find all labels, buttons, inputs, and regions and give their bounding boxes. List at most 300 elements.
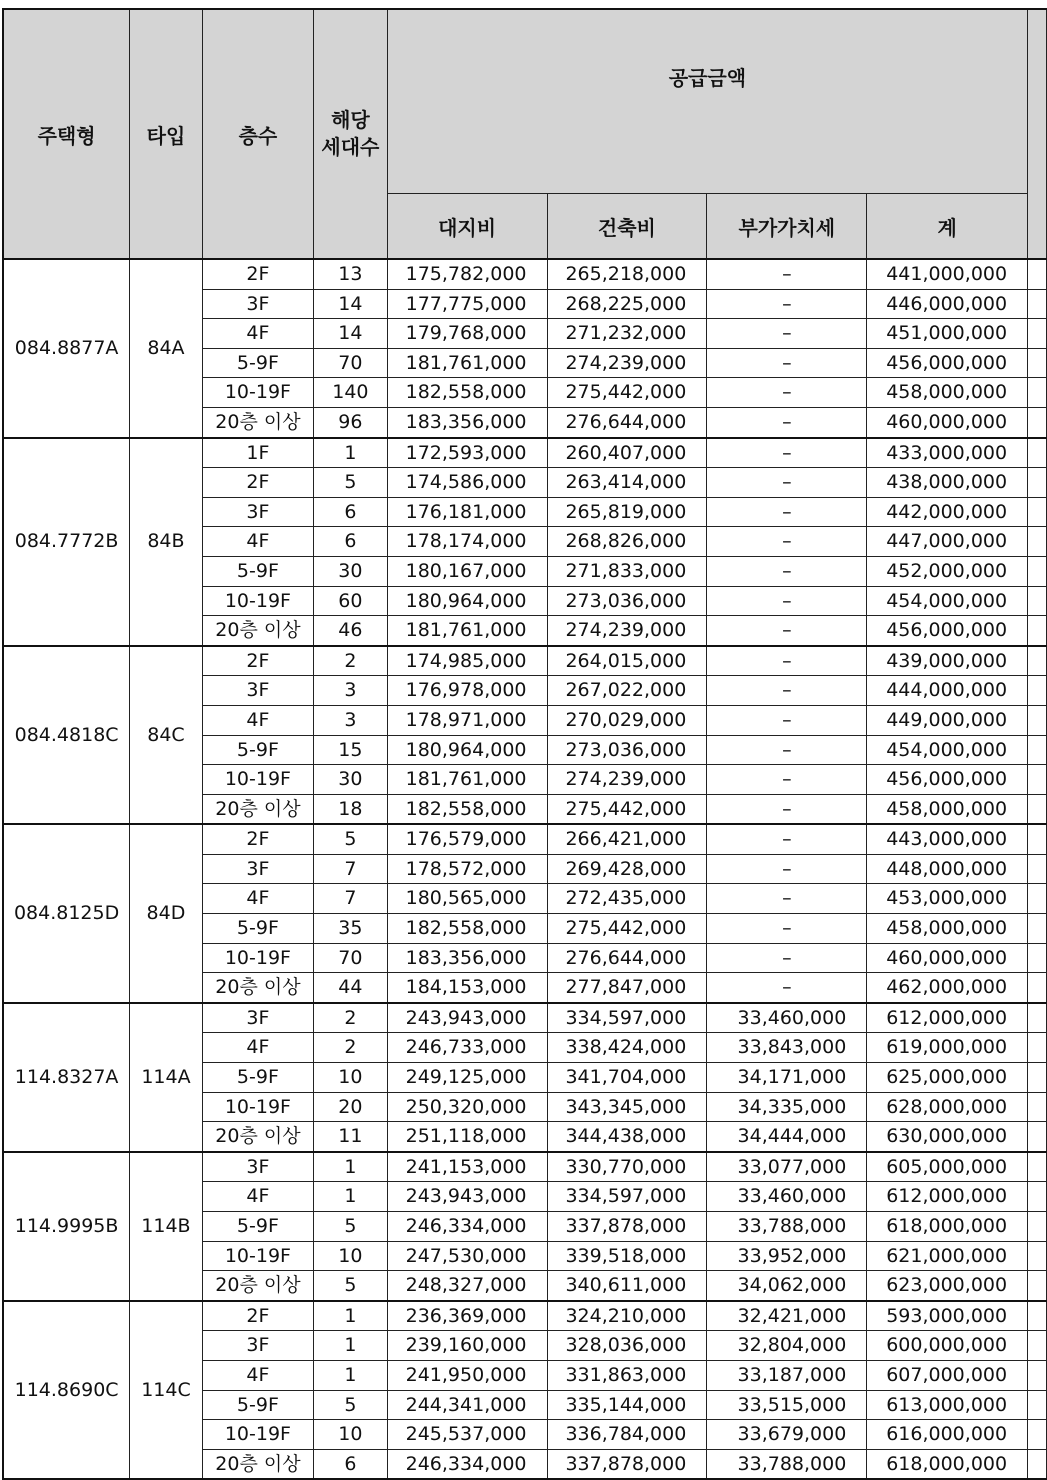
building-cost-cell: 269,428,000 [547,854,707,884]
land-cost-cell: 174,985,000 [387,646,547,676]
households-cell: 3 [314,705,388,735]
table-row [3,259,1047,289]
floor-cell: 10-19F [202,586,313,616]
floor-cell: 5-9F [202,1390,313,1420]
building-cost-cell: 343,345,000 [547,1092,707,1122]
building-cost-cell: 274,239,000 [547,616,707,646]
vat-cell: – [707,319,867,349]
building-cost-cell: 328,036,000 [547,1331,707,1361]
households-cell: 1 [314,1360,388,1390]
vat-cell: – [707,556,867,586]
land-cost-cell: 176,978,000 [387,676,547,706]
floor-cell: 4F [202,527,313,557]
households-cell: 20 [314,1092,388,1122]
table-row [3,1152,1047,1182]
vat-cell: 33,515,000 [707,1390,867,1420]
floor-cell: 4F [202,1033,313,1063]
total-cell: 439,000,000 [867,646,1028,676]
households-cell: 70 [314,348,388,378]
total-cell: 593,000,000 [867,1301,1028,1331]
total-cell: 441,000,000 [867,259,1028,289]
land-cost-cell: 248,327,000 [387,1271,547,1301]
total-cell: 612,000,000 [867,1182,1028,1212]
total-cell: 625,000,000 [867,1063,1028,1093]
total-cell: 446,000,000 [867,289,1028,319]
households-cell: 30 [314,765,388,795]
vat-cell: – [707,289,867,319]
table-row [3,646,1047,676]
vat-cell: – [707,438,867,468]
land-cost-cell: 178,572,000 [387,854,547,884]
vat-cell: 33,788,000 [707,1212,867,1242]
vat-cell: 33,679,000 [707,1420,867,1450]
floor-cell: 3F [202,854,313,884]
cutoff-cell [1028,1271,1047,1301]
cutoff-cell [1028,1212,1047,1242]
land-cost-cell: 178,971,000 [387,705,547,735]
cutoff-cell [1028,527,1047,557]
header-total: 계 [867,194,1028,260]
building-cost-cell: 275,442,000 [547,914,707,944]
land-cost-cell: 182,558,000 [387,914,547,944]
table-row [3,438,1047,468]
total-cell: 449,000,000 [867,705,1028,735]
type-cell: 84D [130,824,203,1003]
floor-cell: 10-19F [202,765,313,795]
building-cost-cell: 266,421,000 [547,824,707,854]
floor-cell: 20층 이상 [202,407,313,437]
housing-type-cell: 084.8877A [3,259,130,438]
vat-cell: 33,952,000 [707,1241,867,1271]
vat-cell: 33,460,000 [707,1182,867,1212]
land-cost-cell: 244,341,000 [387,1390,547,1420]
households-cell: 3 [314,676,388,706]
total-cell: 458,000,000 [867,378,1028,408]
vat-cell: – [707,676,867,706]
land-cost-cell: 249,125,000 [387,1063,547,1093]
header-cutoff-column [1028,9,1047,259]
floor-cell: 20층 이상 [202,794,313,824]
land-cost-cell: 247,530,000 [387,1241,547,1271]
floor-cell: 3F [202,497,313,527]
households-cell: 2 [314,1003,388,1033]
total-cell: 612,000,000 [867,1003,1028,1033]
building-cost-cell: 339,518,000 [547,1241,707,1271]
floor-cell: 20층 이상 [202,1271,313,1301]
building-cost-cell: 324,210,000 [547,1301,707,1331]
total-cell: 454,000,000 [867,586,1028,616]
land-cost-cell: 181,761,000 [387,765,547,795]
header-building-cost: 건축비 [547,194,707,260]
households-cell: 1 [314,1182,388,1212]
cutoff-cell [1028,1241,1047,1271]
households-cell: 14 [314,289,388,319]
total-cell: 460,000,000 [867,407,1028,437]
vat-cell: – [707,527,867,557]
building-cost-cell: 275,442,000 [547,794,707,824]
floor-cell: 4F [202,1360,313,1390]
building-cost-cell: 277,847,000 [547,973,707,1003]
type-cell: 114B [130,1152,203,1301]
vat-cell: – [707,646,867,676]
housing-type-cell: 084.7772B [3,438,130,646]
building-cost-cell: 336,784,000 [547,1420,707,1450]
building-cost-cell: 334,597,000 [547,1003,707,1033]
land-cost-cell: 246,334,000 [387,1449,547,1479]
floor-cell: 10-19F [202,378,313,408]
land-cost-cell: 236,369,000 [387,1301,547,1331]
building-cost-cell: 265,218,000 [547,259,707,289]
cutoff-cell [1028,676,1047,706]
vat-cell: 32,804,000 [707,1331,867,1361]
floor-cell: 2F [202,1301,313,1331]
table-row [3,824,1047,854]
building-cost-cell: 268,225,000 [547,289,707,319]
land-cost-cell: 241,153,000 [387,1152,547,1182]
header-land-cost: 대지비 [387,194,547,260]
cutoff-cell [1028,259,1047,289]
floor-cell: 5-9F [202,735,313,765]
land-cost-cell: 181,761,000 [387,348,547,378]
building-cost-cell: 273,036,000 [547,735,707,765]
households-cell: 10 [314,1241,388,1271]
households-cell: 5 [314,1271,388,1301]
cutoff-cell [1028,973,1047,1003]
total-cell: 456,000,000 [867,348,1028,378]
households-cell: 1 [314,1331,388,1361]
building-cost-cell: 265,819,000 [547,497,707,527]
cutoff-cell [1028,705,1047,735]
total-cell: 618,000,000 [867,1449,1028,1479]
households-cell: 15 [314,735,388,765]
land-cost-cell: 175,782,000 [387,259,547,289]
vat-cell: – [707,854,867,884]
total-cell: 462,000,000 [867,973,1028,1003]
land-cost-cell: 180,964,000 [387,735,547,765]
vat-cell: 33,460,000 [707,1003,867,1033]
vat-cell: – [707,765,867,795]
floor-cell: 2F [202,259,313,289]
total-cell: 616,000,000 [867,1420,1028,1450]
land-cost-cell: 174,586,000 [387,468,547,498]
vat-cell: 33,077,000 [707,1152,867,1182]
total-cell: 613,000,000 [867,1390,1028,1420]
building-cost-cell: 334,597,000 [547,1182,707,1212]
households-cell: 14 [314,319,388,349]
building-cost-cell: 341,704,000 [547,1063,707,1093]
cutoff-cell [1028,646,1047,676]
building-cost-cell: 337,878,000 [547,1449,707,1479]
households-cell: 11 [314,1122,388,1152]
cutoff-cell [1028,854,1047,884]
households-cell: 5 [314,468,388,498]
households-cell: 60 [314,586,388,616]
floor-cell: 2F [202,646,313,676]
cutoff-cell [1028,289,1047,319]
households-cell: 35 [314,914,388,944]
households-cell: 140 [314,378,388,408]
type-cell: 114C [130,1301,203,1480]
land-cost-cell: 239,160,000 [387,1331,547,1361]
floor-cell: 4F [202,884,313,914]
housing-type-cell: 114.8327A [3,1003,130,1152]
floor-cell: 5-9F [202,1063,313,1093]
building-cost-cell: 335,144,000 [547,1390,707,1420]
floor-cell: 5-9F [202,348,313,378]
floor-cell: 10-19F [202,1241,313,1271]
cutoff-cell [1028,556,1047,586]
land-cost-cell: 245,537,000 [387,1420,547,1450]
households-cell: 5 [314,1212,388,1242]
land-cost-cell: 183,356,000 [387,943,547,973]
total-cell: 458,000,000 [867,794,1028,824]
households-cell: 6 [314,527,388,557]
cutoff-cell [1028,1092,1047,1122]
building-cost-cell: 271,232,000 [547,319,707,349]
cutoff-cell [1028,765,1047,795]
land-cost-cell: 177,775,000 [387,289,547,319]
vat-cell: – [707,407,867,437]
floor-cell: 3F [202,1152,313,1182]
total-cell: 458,000,000 [867,914,1028,944]
total-cell: 452,000,000 [867,556,1028,586]
households-cell: 6 [314,497,388,527]
floor-cell: 1F [202,438,313,468]
cutoff-cell [1028,586,1047,616]
type-cell: 84C [130,646,203,825]
building-cost-cell: 272,435,000 [547,884,707,914]
total-cell: 454,000,000 [867,735,1028,765]
building-cost-cell: 263,414,000 [547,468,707,498]
land-cost-cell: 172,593,000 [387,438,547,468]
vat-cell: – [707,378,867,408]
vat-cell: – [707,914,867,944]
header-supply-amount: 공급금액 [387,9,1027,194]
vat-cell: 32,421,000 [707,1301,867,1331]
type-cell: 114A [130,1003,203,1152]
total-cell: 607,000,000 [867,1360,1028,1390]
housing-type-cell: 084.8125D [3,824,130,1003]
vat-cell: – [707,468,867,498]
building-cost-cell: 344,438,000 [547,1122,707,1152]
land-cost-cell: 251,118,000 [387,1122,547,1152]
land-cost-cell: 180,565,000 [387,884,547,914]
vat-cell: – [707,794,867,824]
vat-cell: 33,788,000 [707,1449,867,1479]
building-cost-cell: 260,407,000 [547,438,707,468]
cutoff-cell [1028,1033,1047,1063]
cutoff-cell [1028,1152,1047,1182]
cutoff-cell [1028,884,1047,914]
vat-cell: – [707,824,867,854]
cutoff-cell [1028,824,1047,854]
floor-cell: 3F [202,289,313,319]
floor-cell: 2F [202,824,313,854]
floor-cell: 3F [202,676,313,706]
building-cost-cell: 273,036,000 [547,586,707,616]
vat-cell: – [707,616,867,646]
cutoff-cell [1028,735,1047,765]
floor-cell: 5-9F [202,556,313,586]
cutoff-cell [1028,319,1047,349]
building-cost-cell: 276,644,000 [547,943,707,973]
header-type: 타입 [130,9,203,259]
building-cost-cell: 271,833,000 [547,556,707,586]
vat-cell: – [707,943,867,973]
floor-cell: 20층 이상 [202,1449,313,1479]
building-cost-cell: 330,770,000 [547,1152,707,1182]
land-cost-cell: 184,153,000 [387,973,547,1003]
cutoff-cell [1028,1331,1047,1361]
land-cost-cell: 180,964,000 [387,586,547,616]
total-cell: 443,000,000 [867,824,1028,854]
cutoff-cell [1028,616,1047,646]
building-cost-cell: 340,611,000 [547,1271,707,1301]
cutoff-cell [1028,1003,1047,1033]
table-row [3,1003,1047,1033]
cutoff-cell [1028,438,1047,468]
cutoff-cell [1028,1360,1047,1390]
total-cell: 444,000,000 [867,676,1028,706]
households-cell: 18 [314,794,388,824]
vat-cell: – [707,586,867,616]
land-cost-cell: 182,558,000 [387,794,547,824]
building-cost-cell: 267,022,000 [547,676,707,706]
land-cost-cell: 243,943,000 [387,1003,547,1033]
households-cell: 1 [314,1152,388,1182]
floor-cell: 4F [202,1182,313,1212]
vat-cell: – [707,348,867,378]
total-cell: 451,000,000 [867,319,1028,349]
floor-cell: 5-9F [202,1212,313,1242]
land-cost-cell: 246,334,000 [387,1212,547,1242]
households-cell: 96 [314,407,388,437]
floor-cell: 3F [202,1331,313,1361]
cutoff-cell [1028,1182,1047,1212]
households-cell: 5 [314,1390,388,1420]
total-cell: 621,000,000 [867,1241,1028,1271]
floor-cell: 4F [202,319,313,349]
table-body [3,259,1047,1479]
floor-cell: 20층 이상 [202,616,313,646]
total-cell: 600,000,000 [867,1331,1028,1361]
vat-cell: 33,187,000 [707,1360,867,1390]
vat-cell: 33,843,000 [707,1033,867,1063]
floor-cell: 10-19F [202,1092,313,1122]
cutoff-cell [1028,1390,1047,1420]
vat-cell: 34,171,000 [707,1063,867,1093]
land-cost-cell: 250,320,000 [387,1092,547,1122]
cutoff-cell [1028,497,1047,527]
cutoff-cell [1028,794,1047,824]
vat-cell: – [707,259,867,289]
housing-type-cell: 114.9995B [3,1152,130,1301]
total-cell: 619,000,000 [867,1033,1028,1063]
households-cell: 6 [314,1449,388,1479]
households-cell: 2 [314,1033,388,1063]
vat-cell: 34,444,000 [707,1122,867,1152]
households-cell: 1 [314,438,388,468]
total-cell: 448,000,000 [867,854,1028,884]
total-cell: 628,000,000 [867,1092,1028,1122]
total-cell: 453,000,000 [867,884,1028,914]
vat-cell: – [707,884,867,914]
cutoff-cell [1028,468,1047,498]
header-floor: 층수 [202,9,313,259]
housing-type-cell: 084.4818C [3,646,130,825]
land-cost-cell: 243,943,000 [387,1182,547,1212]
households-cell: 1 [314,1301,388,1331]
land-cost-cell: 176,181,000 [387,497,547,527]
floor-cell: 2F [202,468,313,498]
header-housing-type: 주택형 [3,9,130,259]
cutoff-cell [1028,1301,1047,1331]
building-cost-cell: 275,442,000 [547,378,707,408]
total-cell: 605,000,000 [867,1152,1028,1182]
table-row [3,1301,1047,1331]
cutoff-cell [1028,378,1047,408]
building-cost-cell: 264,015,000 [547,646,707,676]
households-cell: 2 [314,646,388,676]
building-cost-cell: 276,644,000 [547,407,707,437]
type-cell: 84B [130,438,203,646]
cutoff-cell [1028,348,1047,378]
households-cell: 7 [314,884,388,914]
vat-cell: – [707,497,867,527]
vat-cell: 34,062,000 [707,1271,867,1301]
vat-cell: 34,335,000 [707,1092,867,1122]
total-cell: 438,000,000 [867,468,1028,498]
floor-cell: 3F [202,1003,313,1033]
land-cost-cell: 182,558,000 [387,378,547,408]
land-cost-cell: 179,768,000 [387,319,547,349]
building-cost-cell: 268,826,000 [547,527,707,557]
households-cell: 7 [314,854,388,884]
supply-price-table [2,8,1047,1480]
cutoff-cell [1028,943,1047,973]
total-cell: 447,000,000 [867,527,1028,557]
building-cost-cell: 337,878,000 [547,1212,707,1242]
cutoff-cell [1028,1449,1047,1479]
land-cost-cell: 180,167,000 [387,556,547,586]
vat-cell: – [707,705,867,735]
vat-cell: – [707,973,867,1003]
households-cell: 70 [314,943,388,973]
households-cell: 46 [314,616,388,646]
households-cell: 5 [314,824,388,854]
total-cell: 442,000,000 [867,497,1028,527]
total-cell: 460,000,000 [867,943,1028,973]
floor-cell: 10-19F [202,943,313,973]
land-cost-cell: 181,761,000 [387,616,547,646]
header-households: 해당 세대수 [314,9,388,259]
building-cost-cell: 338,424,000 [547,1033,707,1063]
total-cell: 630,000,000 [867,1122,1028,1152]
households-cell: 30 [314,556,388,586]
total-cell: 456,000,000 [867,616,1028,646]
cutoff-cell [1028,914,1047,944]
cutoff-cell [1028,1122,1047,1152]
total-cell: 433,000,000 [867,438,1028,468]
households-cell: 44 [314,973,388,1003]
households-cell: 10 [314,1063,388,1093]
building-cost-cell: 331,863,000 [547,1360,707,1390]
households-cell: 10 [314,1420,388,1450]
land-cost-cell: 178,174,000 [387,527,547,557]
type-cell: 84A [130,259,203,438]
building-cost-cell: 274,239,000 [547,765,707,795]
total-cell: 456,000,000 [867,765,1028,795]
